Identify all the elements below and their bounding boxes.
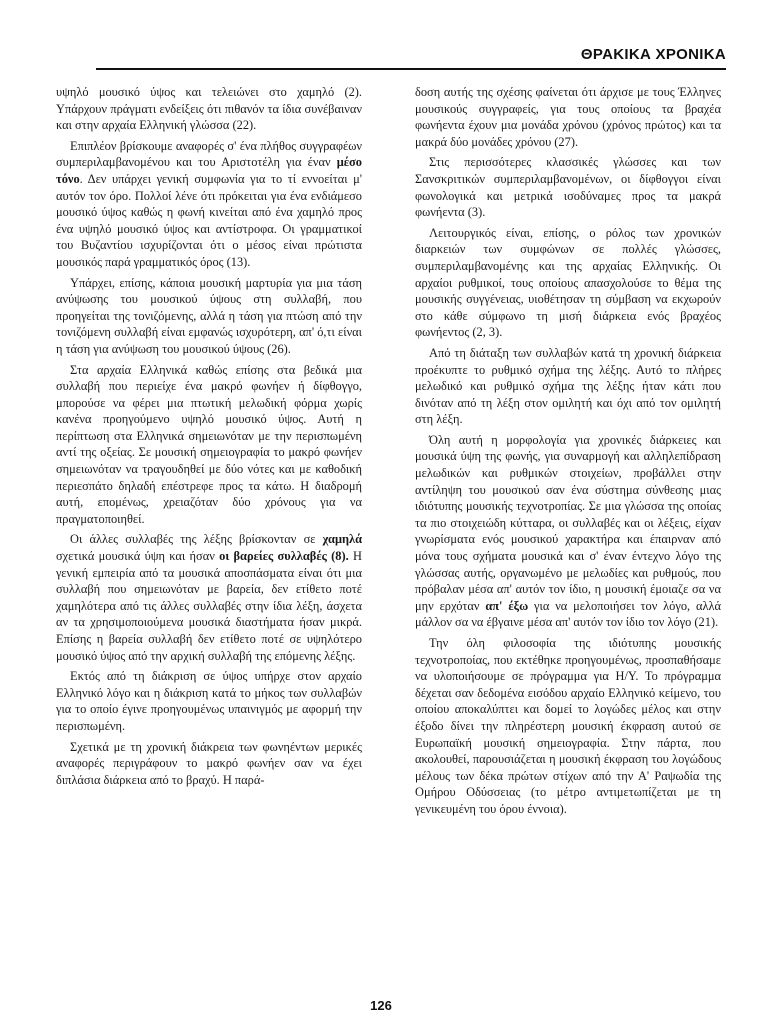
bold-term: οι βαρείες συλλαβές (8). xyxy=(219,549,349,564)
paragraph: Σχετικά με τη χρονική διάκρεια των φωνηέντων μερικές αναφορές περιγράφουν το μακρό φωνήεν σαν να έχει διπλάσια διάρκεια από το βραχύ. Η παρά- xyxy=(56,739,362,787)
bold-term: μέσο τόνο xyxy=(56,155,362,186)
paragraph: Από τη διάταξη των συλλαβών κατά τη χρονική διάρκεια προέκυπτε το ρυθμικό σχήμα της λέξης. Αυτό το πλήρες μελωδικό και ρυθμικό σχήμα της λέξης ήταν κάτι που δινόταν από τη λέξη στον ομιλητή και όχι από τον ομιλητή στη λέξη. xyxy=(415,345,721,427)
header-rule xyxy=(96,68,726,70)
text-run: . Δεν υπάρχει γενική συμφωνία για το τί εννοείται μ' αυτόν τον όρο. Πολλοί λένε ότι πρόκειται για ένα ενδιάμεσο μουσικό ύψος καθώς η φωνή κινείται από ένα χαμηλό προς ένα υψηλό μουσικό ύψος και αντίστροφα. Οι γραμματικοί του Βυζαντίου ισχυρίζονται ότι ο μέσος είναι πρώτιστα μουσικός παρά γραμματικός όρος (13). xyxy=(56,171,362,269)
right-column xyxy=(415,84,721,822)
page-header xyxy=(96,40,726,66)
bold-term: χαμηλά xyxy=(322,532,362,547)
text-run: για να μελοποιήσει τον λόγο, αλλά μάλλον σα να έβγαινε μέσα απ' αυτόν τον ίδιο τον λόγο (21). xyxy=(415,598,721,630)
paragraph xyxy=(56,138,362,271)
paragraph: Στις περισσότερες κλασσικές γλώσσες και των Σανσκριτικών συμπεριλαμβανομένων, οι δίφθογγοι είναι φωνολογικά και μετρικά ισοδύναμες προς τα μακρά φωνήεντα (3). xyxy=(415,155,721,220)
paragraph: δοση αυτής της σχέσης φαίνεται ότι άρχισε με τους Έλληνες μουσικούς συγγραφείς, για τους οποίους τα βραχέα φωνήεντα έχουν μια μονάδα χρόνου (χρόνος πρώτος) και τα μακρά δύο μονάδες χρόνου (27). xyxy=(415,85,721,149)
journal-title: ΘΡΑΚΙΚΑ ΧΡΟΝΙΚΑ xyxy=(580,46,726,63)
text-run: Επιπλέον βρίσκουμε αναφορές σ' ένα πλήθος συγγραφέων συμπεριλαμβανομένου και του Αριστοτέλη για έναν xyxy=(56,138,362,170)
text-run: Όλη αυτή η μορφολογία για χρονικές διάρκειες και μουσικά ύψη της φωνής, για συναρμογή και αλληλεπίδραση μελωδικών και ρυθμικών στοιχείων, προβάλλει στην αντίληψη του μουσικού σαν ένα σύστημα σύνθεσης μιας ιδιότυπης μουσικής τεχνοτροπίας. Σε μια γλώσσα της οποίας τα πιο στοιχειώδη κύτταρα, οι συλλαβές και οι λέξεις, είχαν γνωρίσματα ενός μουσικού χαρακτήρα και έπαιρναν από μόνα τους σχήματα μουσικά και σ' έναν έντεχνο λόγο της γλώσσας αυτής, οργανωμένο με μελωδίες και ρυθμούς, που πρόβαλαν μέσα απ' αυτόν τον ίδιο, η μουσική έμοιαζε σα να μην ερχόταν xyxy=(415,432,721,613)
paragraph xyxy=(56,531,362,664)
paragraph xyxy=(415,432,721,631)
text-run: Η γενική εμπειρία από τα μουσικά αποσπάσματα είναι ότι μια συλλαβή που σημειωνόταν με βαρεία, δεν ετίθετο ποτέ χαμηλότερα από τις άλλες συλλαβές στην ίδια λέξη, άσχετα αν τα χρησιμοποιούμενα μουσικά διαστήματα ήσαν μικρά. Επίσης η βαρεία συλλαβή δεν ετίθετο ποτέ σε υψηλότερο μουσικό ύψος από την αρχική συλλαβή της επόμενης λέξης. xyxy=(56,549,363,663)
text-run: σχετικά μουσικά ύψη και ήσαν xyxy=(56,549,220,564)
bold-term: απ' έξω xyxy=(485,598,529,613)
paragraph: Στα αρχαία Ελληνικά καθώς επίσης στα βεδικά μια συλλαβή που περιείχε ένα μακρό φωνήεν ή δίφθογγο, μπορούσε να φέρει μια πτωτική μελωδική φόρμα χωρίς κανένα προηγούμενο υψηλό μουσικό ύψος. Αυτή η περίπτωση στα Ελληνικά σημειωνόταν με την περισπωμένη αντί της οξείας. Σε μουσική σημειογραφία το μακρό φωνήεν σημειωνόταν να τραγουδηθεί με δύο νότες και με καθοδική περιεσπάτο δηλαδή επέστρεφε προς τα κάτω. Η διαδρομή αυτή, επομένως, χρειαζόταν δύο χρόνους για να πραγματοποιηθεί. xyxy=(56,362,362,526)
paragraph: Την όλη φιλοσοφία της ιδιότυπης μουσικής τεχνοτροποίας, που εκτέθηκε προηγουμένως, προσπαθήσαμε να υλοποιήσουμε σε πρόγραμμα για Η/Υ. Το πρόγραμμα δέχεται σαν δεδομένα εισόδου αρχαίο Ελληνικό κείμενο, του οποίου αποκαλύπτει και δομεί το λογώδες μέλος και στην έξοδο δίνει την πληρέστερη μουσική έκφραση αυτού σε Ευρωπαϊκή μουσική σημειογραφία. Στην πάρτα, που ακολουθεί, παρουσιάζεται η μουσική έκφραση του λογώδους μέλους των δέκα πρώτων στίχων από την Α' Ραψωδία της Ομήρου Οδύσσειας (το μέτρο αντιμετωπίζεται με τη γενικευμένη του όρου έννοια). xyxy=(415,636,721,816)
paragraph: υψηλό μουσικό ύψος και τελειώνει στο χαμηλό (2). Υπάρχουν πράγματι ενδείξεις ότι πιθανόν τα ίδια συνέβαιναν και στην αρχαία Ελληνική γλώσσα (22). xyxy=(56,85,362,133)
text-run: Οι άλλες συλλαβές της λέξης βρίσκονταν σε xyxy=(70,532,323,547)
paragraph: Λειτουργικός είναι, επίσης, ο ρόλος των χρονικών διαρκειών των συμφώνων σε πολλές γλώσσες, συμπεριλαμβανομένης και της αρχαίας Ελληνικής. Οι αρχαίοι ρυθμικοί, τους οποίους απασχολούσε το θέμα της μουσικής συγγένειας, υιοθέτησαν τη σύμβαση να εκχωρούν στο κάθε σύμφωνο τη μισή διάρκεια ενός βραχέος φωνήεντος (2, 3). xyxy=(415,225,721,340)
left-column xyxy=(56,84,362,792)
paragraph: Εκτός από τη διάκριση σε ύψος υπήρχε στον αρχαίο Ελληνικό λόγο και η διάκριση κατά το μήκος των συλλαβών για το οποίο έγινε προηγουμένως υπαινιγμός με αφορμή την περισπωμένη. xyxy=(56,669,362,733)
page-number: 126 xyxy=(370,998,392,1013)
paragraph: Υπάρχει, επίσης, κάποια μουσική μαρτυρία για μια τάση ανύψωσης του μουσικού ύψους στη συλλαβή, που προηγείται της τονιζόμενης, αλλά η τάση για πτώση από την τονιζόμενη συλλαβή είναι εμφανώς ισχυρότερη, απ' ό,τι είναι η τάση για ανύψωση του μουσικού ύψους (26). xyxy=(56,275,362,356)
